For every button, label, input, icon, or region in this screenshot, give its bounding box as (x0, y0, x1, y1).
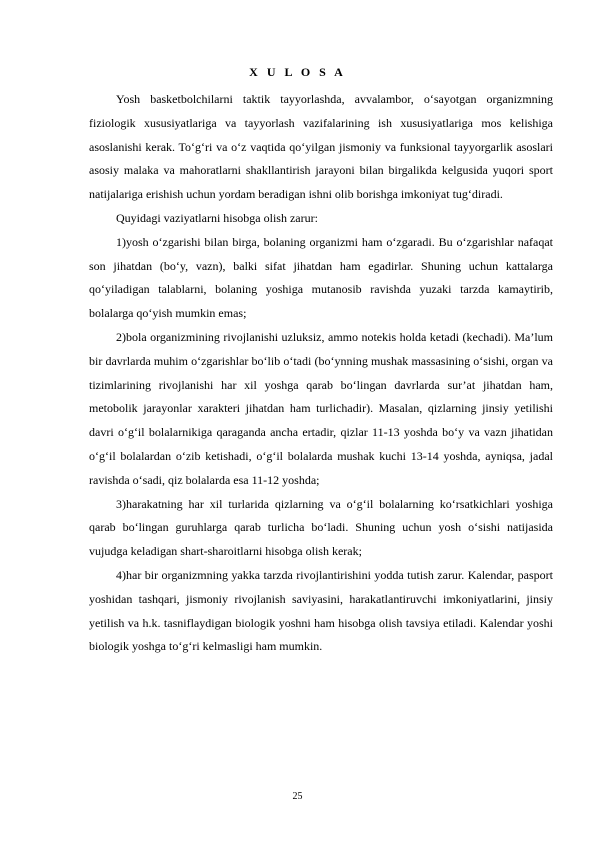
paragraph-item-2: 2)bola organizmining rivojlanishi uzluksiz, ammo notekis holda ketadi (kechadi). Ma’lum bir davrlarda muhim o‘zgarishlar bo‘lib o‘tadi (bo‘ynning mushak massasining o‘sishi, organ va tizimlarining rivojlanishi har xil yoshga qarab bo‘lingan davrlarda sur’at jihatdan ham, metobolik jarayonlar xarakteri jihatdan ham turlichadir). Masalan, qizlarning jinsiy yetilishi davri o‘g‘il bolalarnikiga qaraganda ancha ertadir, qizlar 11-13 yoshda bo‘y va vazn jihatidan o‘g‘il bolalardan o‘zib ketishadi, o‘g‘il bolalarda mushak kuchi 13-14 yoshda, ayniqsa, jadal ravishda o‘sadi, qiz bolalarda esa 11-12 yoshda; (89, 329, 553, 487)
page-number: 25 (292, 791, 303, 802)
paragraph-item-3: 3)harakatning har xil turlarida qizlarning va o‘g‘il bolalarning ko‘rsatkichlari yoshiga qarab bo‘lingan guruhlarga qarab turlicha bo‘ladi. Shuning uchun yosh o‘sishi natijasida vujudga keladigan shart-sharoitlarni hisobga olish kerak; (89, 496, 553, 559)
paragraph-intro: Yosh basketbolchilarni taktik tayyorlashda, avvalambor, o‘sayotgan organizmning fiziologik xususiyatlariga va tayyorlash vazifalarining ish xususiyatlariga mos kelishiga asoslanishi kerak. To‘g‘ri va o‘z vaqtida qo‘yilgan jismoniy va funksional tayyorgarlik asoslari asosiy malaka va mahoratlarni shakllantirish jarayoni bilan birgalikda kelgusida yuqori sport natijalariga erishish uchun yordam beradigan ishni olib borishga imkoniyat tug‘diradi. (89, 92, 553, 202)
paragraph-lead-in: Quyidagi vaziyatlarni hisobga olish zarur: (116, 210, 318, 225)
body-text (89, 88, 553, 659)
section-title: X U L O S A (249, 65, 346, 79)
paragraph-item-1: 1)yosh o‘zgarishi bilan birga, bolaning organizmi ham o‘zgaradi. Bu o‘zgarishlar nafaqat son jihatdan (bo‘y, vazn), balki sifat jihatdan ham egadirlar. Shuning uchun kattalarga qo‘yiladigan talablarni, bolaning yoshiga mutanosib ravishda yuzaki tarzda kamaytirib, bolalarga qo‘yish mumkin emas; (89, 234, 553, 321)
paragraph-item-4: 4)har bir organizmning yakka tarzda rivojlantirishini yodda tutish zarur. Kalendar, pasport yoshidan tashqari, jismoniy rivojlanish saviyasini, harakatlantiruvchi imkoniyatlarini, jinsiy yetilish va h.k. tasniflaydigan biologik yoshni ham hisobga olish tavsiya etiladi. Kalendar yoshi biologik yoshga to‘g‘ri kelmasligi ham mumkin. (89, 567, 553, 654)
